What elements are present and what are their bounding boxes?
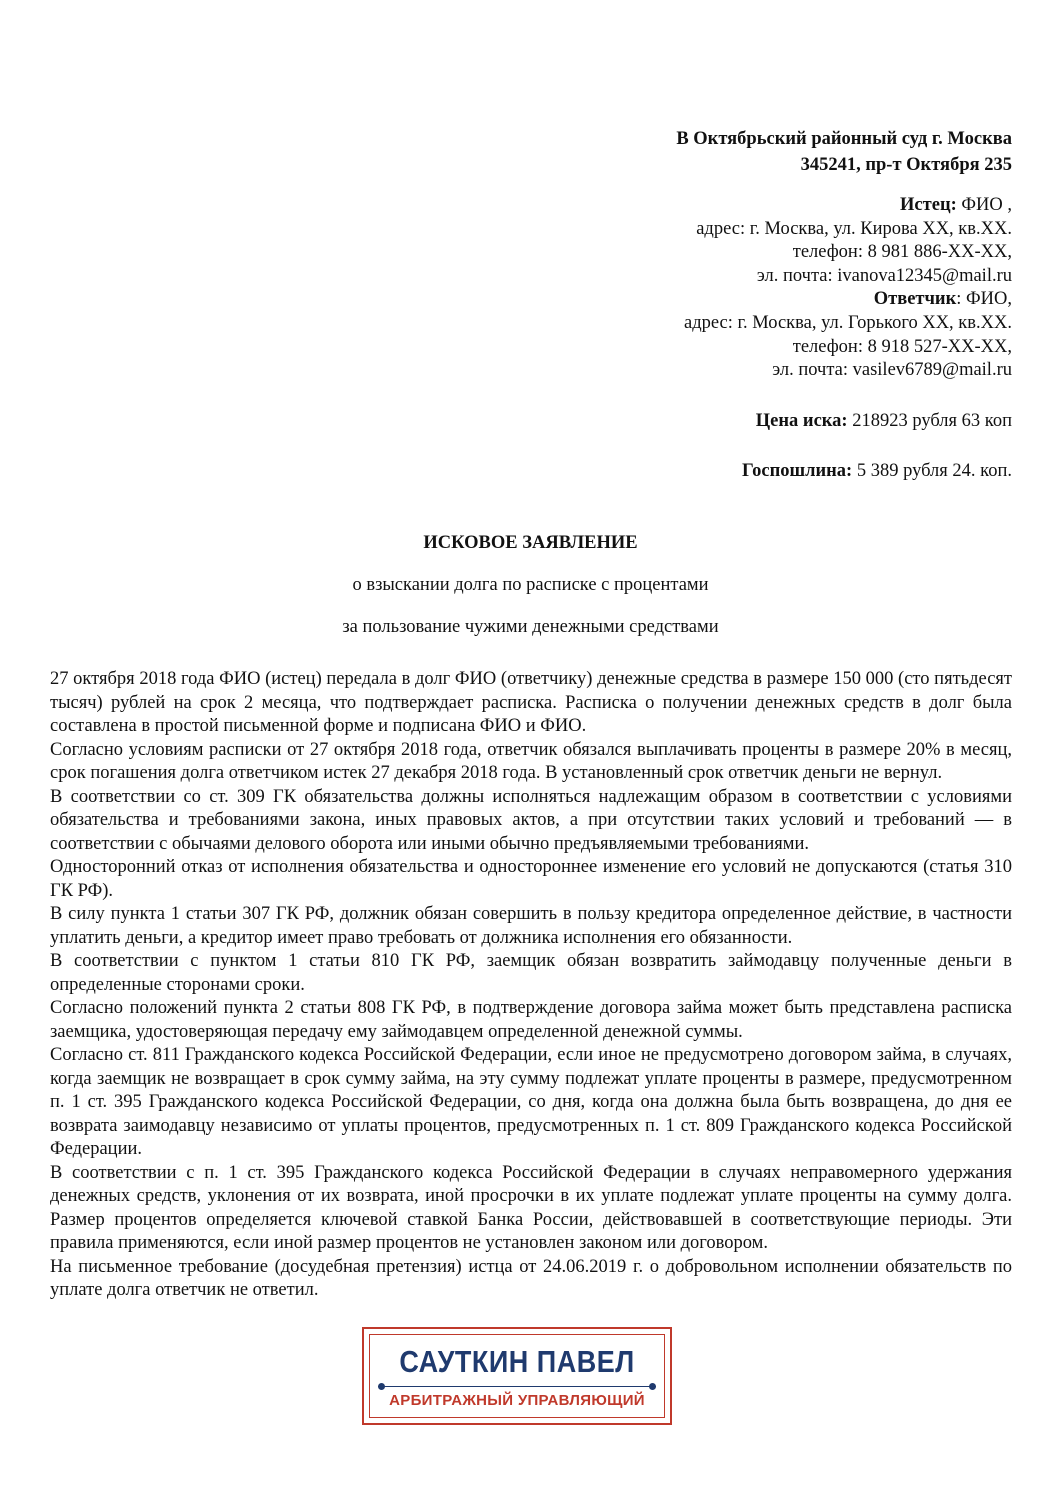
plaintiff-label: Истец: [900,195,957,215]
plaintiff-email: эл. почта: ivanova12345@mail.ru [756,265,1012,286]
paragraph: В соответствии с п. 1 ст. 395 Гражданского кодекса Российской Федерации в случаях неправомерного удержания денежных средств, уклонения от их возврата, иной просрочки в их уплате подлежат уплате проценты на сумму долга. Размер процентов определяется ключевой ставкой Банка России, действовавшей в соответствующие периоды. Эти правила применяются, если иной размер процентов не установлен законом или договором. [50,1162,1012,1253]
court-name: В Октябрьский районный суд г. Москва [676,129,1012,149]
paragraph: Односторонний отказ от исполнения обязательства и одностороннее изменение его условий не допускаются (статья 310 ГК РФ). [50,857,1012,901]
plaintiff-name: ФИО , [956,195,1012,215]
paragraph: Согласно условиям расписки от 27 октября 2018 года, ответчик обязался выплачивать проценты в размере 20% в месяц, срок погашения долга ответчиком истек 27 декабря 2018 года. В установленный срок ответчик деньги не вернул. [50,739,1012,783]
claim-price-line [312,410,1012,434]
title-block [0,530,1061,640]
claim-price-label: Цена иска: [755,410,848,431]
plaintiff-name-line [312,194,1012,218]
manager-stamp [362,1327,672,1425]
document-title: ИСКОВОЕ ЗАЯВЛЕНИЕ [423,533,638,553]
paragraph: Согласно ст. 811 Гражданского кодекса Российской Федерации, если иное не предусмотрено договором займа, в случаях, когда заемщик не возвращает в срок сумму займа, на эту сумму подлежат уплате проценты в размере, предусмотренном п. 1 ст. 395 Гражданского кодекса Российской Федерации, со дня, когда она должна была быть возвращена, до дня ее возврата заимодавцу независимо от уплаты процентов, предусмотренных п. 1 ст. 809 Гражданского кодекса Российской Федерации. [50,1045,1012,1159]
defendant-address: адрес: г. Москва, ул. Горького ХХ, кв.ХХ. [683,312,1012,333]
defendant-label: Ответчик [873,289,957,310]
paragraph: В соответствии со ст. 309 ГК обязательства должны исполняться надлежащим образом в соответствии с условиями обязательства и требованиями закона, иных правовых актов, а при отсутствии таких условий и требований — в соответствии с обычаями делового оборота или иными обычно предъявляемыми требованиями. [50,786,1012,854]
stamp-divider [378,1386,656,1387]
defendant-email: эл. почта: vasilev6789@mail.ru [772,360,1012,381]
document-subtitle-2: за пользование чужими денежными средствами [342,617,719,637]
defendant-phone: телефон: 8 918 527-ХХ-ХХ, [792,336,1012,357]
claim-body [50,668,1012,1303]
document-subtitle-1: о взыскании долга по расписке с процентами [352,575,709,595]
stamp-name: САУТКИН ПАВЕЛ [399,1345,635,1379]
plaintiff-address: адрес: г. Москва, ул. Кирова ХХ, кв.ХХ. [696,218,1012,239]
paragraph: Согласно положений пункта 2 статьи 808 ГК РФ, в подтверждение договора займа может быть представлена расписка заемщика, удостоверяющая передачу ему займодавцем определенной денежной суммы. [50,998,1012,1042]
defendant-name-line [312,288,1012,312]
paragraph: В соответствии с пунктом 1 статьи 810 ГК РФ, заемщик обязан возвратить займодавцу полученные деньги в определенные сторонами сроки. [50,951,1012,995]
state-fee-line [312,460,1012,484]
state-fee-label: Госпошлина: [741,461,853,482]
addressee-block [312,126,1012,484]
claim-price-value: 218923 рубля 63 коп [847,410,1012,431]
stamp-dot-right-icon [649,1383,656,1390]
stamp-dot-left-icon [378,1383,385,1390]
plaintiff-phone: телефон: 8 981 886-ХХ-ХХ, [792,242,1012,263]
paragraph: На письменное требование (досудебная претензия) истца от 24.06.2019 г. о добровольном исполнении обязательств по уплате долга ответчик не ответил. [50,1256,1012,1300]
paragraph: 27 октября 2018 года ФИО (истец) передала в долг ФИО (ответчику) денежные средства в размере 150 000 (сто пятьдесят тысяч) рублей на срок 2 месяца, что подтверждает расписка. Расписка о получении денежных средств в долг была составлена в простой письменной форме и подписана ФИО и ФИО. [50,669,1012,736]
paragraph: В силу пункта 1 статьи 307 ГК РФ, должник обязан совершить в пользу кредитора определенное действие, в частности уплатить деньги, а кредитор имеет право требовать от должника исполнения его обязанности. [50,904,1012,948]
defendant-name: : ФИО, [956,289,1012,310]
court-address: 345241, пр-т Октября 235 [800,155,1012,175]
state-fee-value: 5 389 рубля 24. коп. [852,461,1012,482]
stamp-role: АРБИТРАЖНЫЙ УПРАВЛЯЮЩИЙ [389,1392,645,1409]
